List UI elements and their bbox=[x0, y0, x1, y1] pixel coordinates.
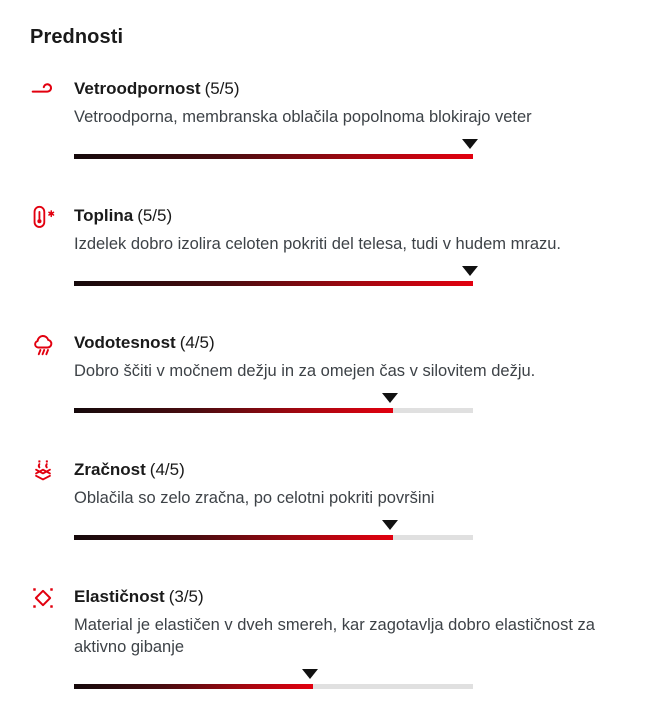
feature-icon-col bbox=[30, 585, 56, 611]
feature-rating: (5/5) bbox=[204, 79, 240, 98]
feature-name: Vetroodpornost bbox=[74, 79, 201, 98]
stretch-icon bbox=[30, 585, 56, 611]
feature-rating: (4/5) bbox=[179, 333, 215, 352]
meter-track bbox=[74, 535, 473, 540]
meter-fill bbox=[74, 281, 473, 286]
feature-rating: (3/5) bbox=[168, 587, 204, 606]
meter-track bbox=[74, 408, 473, 413]
feature-description: Vetroodporna, membranska oblačila popolnoma blokirajo veter bbox=[74, 108, 532, 126]
feature-icon-col bbox=[30, 77, 56, 103]
meter-fill bbox=[74, 408, 393, 413]
feature-title bbox=[74, 205, 622, 226]
feature-description: Izdelek dobro izolira celoten pokriti del telesa, tudi v hudem mrazu. bbox=[74, 235, 561, 253]
feature-title bbox=[74, 78, 622, 99]
rain-cloud-icon bbox=[30, 331, 56, 357]
feature-icon-col bbox=[30, 458, 56, 484]
rating-meter bbox=[74, 139, 473, 159]
meter-fill bbox=[74, 535, 393, 540]
feature-description: Oblačila so zelo zračna, po celotni pokriti površini bbox=[74, 489, 435, 507]
feature-rating: (4/5) bbox=[149, 460, 185, 479]
rating-marker-icon bbox=[382, 393, 398, 403]
feature-item-vetroodpornost bbox=[30, 78, 622, 159]
feature-name: Elastičnost bbox=[74, 587, 165, 606]
feature-title bbox=[74, 332, 622, 353]
rating-marker-icon bbox=[462, 266, 478, 276]
rating-marker-icon bbox=[462, 139, 478, 149]
meter-track bbox=[74, 684, 473, 689]
wind-icon bbox=[30, 77, 56, 103]
feature-title bbox=[74, 459, 622, 480]
rating-meter bbox=[74, 393, 473, 413]
meter-fill bbox=[74, 684, 313, 689]
feature-title bbox=[74, 586, 622, 607]
feature-name: Toplina bbox=[74, 206, 134, 225]
feature-item-vodotesnost bbox=[30, 332, 622, 413]
feature-item-toplina bbox=[30, 205, 622, 286]
rating-marker-icon bbox=[382, 520, 398, 530]
feature-icon-col bbox=[30, 204, 56, 230]
feature-icon-col bbox=[30, 331, 56, 357]
rating-meter bbox=[74, 520, 473, 540]
meter-track bbox=[74, 154, 473, 159]
feature-item-elasticnost bbox=[30, 586, 622, 689]
page-title: Prednosti bbox=[30, 26, 124, 48]
feature-item-zracnost bbox=[30, 459, 622, 540]
feature-rating: (5/5) bbox=[137, 206, 173, 225]
feature-description: Dobro ščiti v močnem dežju in za omejen čas v silovitem dežju. bbox=[74, 362, 536, 380]
meter-fill bbox=[74, 154, 473, 159]
rating-meter bbox=[74, 266, 473, 286]
rating-marker-icon bbox=[302, 669, 318, 679]
feature-description: Material je elastičen v dveh smereh, kar zagotavlja dobro elastičnost za aktivno gibanje bbox=[74, 616, 595, 656]
meter-track bbox=[74, 281, 473, 286]
thermometer-cold-icon bbox=[30, 204, 56, 230]
breathability-icon bbox=[30, 458, 56, 484]
feature-name: Zračnost bbox=[74, 460, 146, 479]
feature-name: Vodotesnost bbox=[74, 333, 176, 352]
rating-meter bbox=[74, 669, 473, 689]
